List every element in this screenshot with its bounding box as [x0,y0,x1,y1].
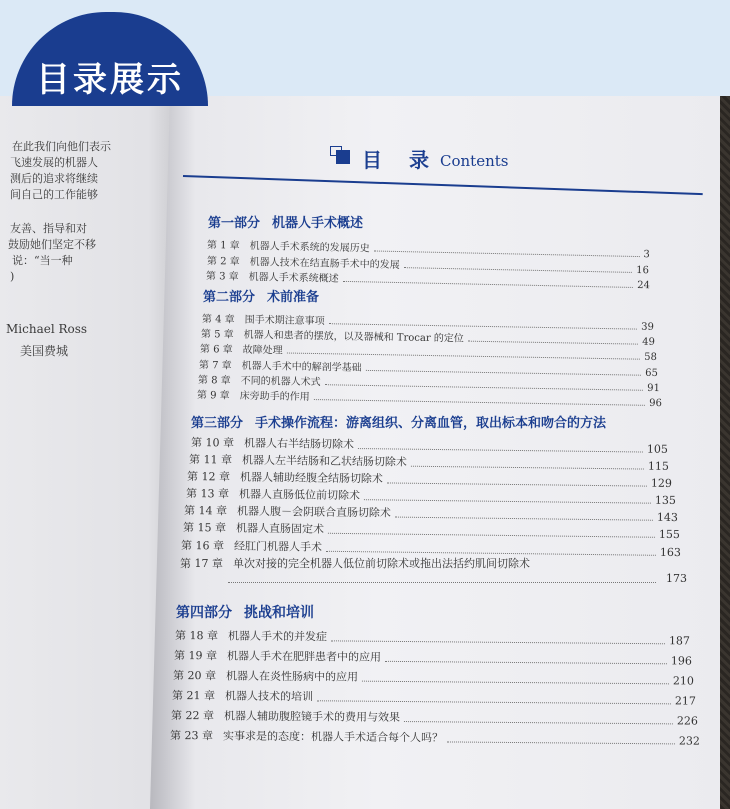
chapter-title: 经肛门机器人手术 [233,539,323,554]
page-number: 187 [668,634,691,648]
chapter-number: 第 13 章 [185,487,230,501]
chapter-number: 第 2 章 [206,256,240,268]
part-title: 术前准备 [267,290,320,305]
chapter-number: 第 17 章 [180,557,223,570]
part-heading [208,212,363,231]
part-title: 挑战和培训 [244,605,314,621]
chapter-title: 机器人在炎性肠病中的应用 [225,669,359,684]
page-number: 115 [647,459,670,473]
chapter-number: 第 16 章 [180,539,225,553]
leader-dots [447,741,675,744]
left-page-line: 在此我们向他们表示 [12,140,111,153]
part-heading [203,286,319,305]
chapter-title: 机器人腹－会阴联合直肠切除术 [236,504,392,520]
chapter-title: 机器人手术的并发症 [227,629,328,644]
chapter-number: 第 19 章 [173,649,218,663]
chapter-title: 机器人辅助经腹全结肠切除术 [239,470,384,486]
banner-label: 目录展示 [36,60,184,100]
left-page-line: 鼓励她们坚定不移 [8,238,96,251]
signature: Michael Ross [6,322,88,336]
chapter-number: 第 6 章 [199,344,233,356]
chapter-number: 第 4 章 [201,314,235,326]
left-page-line: 说：“当一种 [12,254,73,267]
page-number: 3 [643,249,650,261]
left-page-line: ) [10,270,15,283]
chapter-title: 故障处理 [242,344,283,357]
left-page-line: 友善、指导和对 [10,222,87,235]
part-label: 第三部分 [191,416,244,431]
leader-dots [362,681,669,685]
leader-dots [358,448,643,452]
page-number: 217 [674,694,697,708]
page-number: 49 [642,336,655,348]
chapter-number: 第 22 章 [170,709,215,723]
left-page-line: 飞速发展的机器人 [10,156,98,169]
leader-dots [364,499,651,504]
part-label: 第四部分 [176,605,232,621]
chapter-number: 第 20 章 [172,669,217,683]
page-number: 39 [641,321,654,333]
page-number: 65 [645,367,658,380]
toc-title-en: Contents [440,152,509,170]
toc-entry[interactable] [180,555,690,595]
leader-dots [317,700,671,704]
left-page-line: 测后的追求将继续 [10,172,98,185]
chapter-title: 机器人手术在肥胖患者中的应用 [226,649,382,664]
chapter-title: 机器人直肠固定术 [235,521,325,536]
chapter-number: 第 7 章 [198,360,232,372]
chapter-number: 第 5 章 [200,329,234,341]
chapter-title: 机器人直肠低位前切除术 [238,487,361,503]
page-number: 96 [649,397,662,410]
chapter-title: 机器人手术系统的发展历史 [249,240,370,255]
toc-title-cn: 目 录 [362,148,439,172]
chapter-number: 第 14 章 [183,504,228,518]
page-number: 91 [647,382,660,395]
square-logo-icon [330,146,352,166]
chapter-title: 单次对接的完全机器人低位前切除术或拖出法括约肌间切除术 [233,557,530,570]
chapter-title: 实事求是的态度：机器人手术适合每个人吗？ [222,729,444,745]
chapter-title: 机器人辅助腹腔镜手术的费用与效果 [223,709,401,724]
page-number: 226 [676,714,699,728]
chapter-number: 第 21 章 [171,689,216,703]
part-label: 第一部分 [208,216,261,231]
chapter-title: 机器人手术系统概述 [248,271,339,285]
page-number: 232 [678,734,701,748]
chapter-title: 机器人和患者的摆放，以及器械和 Trocar 的定位 [243,329,464,345]
chapter-title: 机器人手术中的解剖学基础 [241,360,362,374]
leader-dots [387,482,647,486]
chapter-number: 第 10 章 [190,436,235,450]
page-number: 163 [659,545,682,560]
page-number: 210 [672,674,695,688]
chapter-number: 第 23 章 [169,729,214,743]
page-number: 24 [637,280,650,292]
location: 美国费城 [20,344,69,358]
chapter-title: 机器人技术的培训 [224,689,314,704]
chapter-title: 不同的机器人术式 [240,375,321,389]
chapter-title: 机器人右半结肠切除术 [243,436,355,451]
page-number: 143 [656,510,679,525]
left-page-line: 间自己的工作能够 [10,188,98,201]
page-number: 155 [658,527,681,542]
part-title: 手术操作流程：游离组织、分离血管，取出标本和吻合的方法 [255,416,607,431]
page-number: 129 [650,476,673,490]
leader-dots [404,721,673,724]
chapter-number: 第 9 章 [196,390,230,402]
chapter-title: 机器人左半结肠和乙状结肠切除术 [241,453,408,469]
leader-dots [395,517,653,521]
chapter-number: 第 8 章 [197,375,231,387]
leader-dots [331,640,665,644]
page-number: 58 [644,351,657,363]
page-number: 105 [646,442,669,456]
chapter-number: 第 1 章 [206,240,240,252]
chapter-number: 第 18 章 [174,629,219,643]
chapter-title: 围手术期注意事项 [244,314,325,328]
leader-dots [411,466,644,470]
part-heading [191,412,606,431]
chapter-title: 床旁助手的作用 [239,390,310,403]
chapter-number: 第 15 章 [182,521,227,535]
part-heading [176,602,314,622]
part-label: 第二部分 [203,290,256,305]
page-number: 173 [666,572,687,585]
leader-dots [328,533,655,538]
chapter-number: 第 11 章 [188,453,233,467]
chapter-number: 第 12 章 [186,470,231,484]
chapter-number: 第 3 章 [205,271,239,283]
chapter-title: 机器人技术在结直肠手术中的发展 [249,256,400,272]
page-number: 135 [654,493,677,507]
leader-dots [228,582,656,583]
page-number: 16 [636,264,649,277]
leader-dots [468,341,638,345]
leader-dots [385,661,667,664]
page-number: 196 [670,654,693,668]
part-title: 机器人手术概述 [272,216,364,231]
